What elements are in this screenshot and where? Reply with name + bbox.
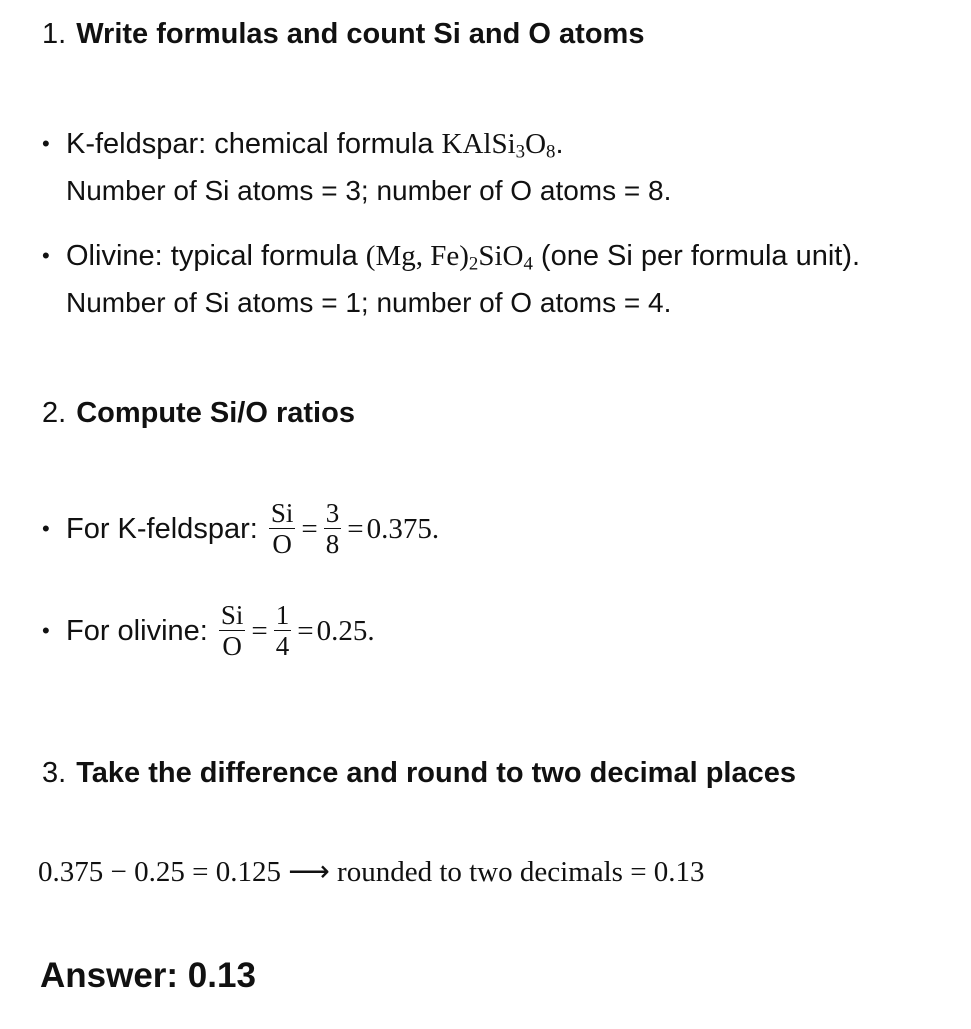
olivine-label: Olivine: typical formula — [66, 240, 366, 272]
fraction-numerator: Si — [270, 498, 294, 528]
equals-sign: = — [347, 513, 364, 546]
final-answer: Answer: 0.13 — [40, 956, 256, 995]
olivine-atom-count: Number of Si atoms = 1; number of O atoms = 4. — [66, 287, 672, 318]
step-title: Compute Si/O ratios — [76, 397, 355, 429]
si-over-o-fraction — [219, 600, 246, 661]
kfeldspar-formula-item — [42, 128, 564, 161]
ratio-label: For olivine: — [66, 615, 216, 648]
bullet-icon: • — [42, 618, 50, 644]
kfeldspar-label: K-feldspar: chemical formula — [66, 128, 442, 160]
formula-subscript: 2 — [468, 253, 479, 275]
olivine-formula — [365, 240, 533, 275]
formula-subscript: 3 — [515, 141, 526, 163]
fraction-denominator: 4 — [275, 631, 290, 661]
ratio-result: 0.25. — [316, 615, 375, 648]
step-3-heading — [42, 757, 796, 790]
kfeldspar-suffix: . — [555, 128, 564, 160]
formula-part: O — [525, 128, 547, 160]
fraction-denominator: O — [222, 631, 242, 661]
step-title: Write formulas and count Si and O atoms — [76, 18, 645, 50]
kfeldspar-formula — [441, 128, 556, 163]
formula-part: KAlSi — [441, 128, 516, 160]
olivine-suffix: (one Si per formula unit). — [532, 240, 861, 272]
kfeldspar-atom-count: Number of Si atoms = 3; number of O atoms = 8. — [66, 175, 672, 206]
equals-sign: = — [301, 513, 318, 546]
numeric-fraction — [274, 600, 292, 661]
step-number: 2. — [42, 397, 67, 429]
formula-part: (Mg, Fe) — [365, 240, 469, 272]
olivine-ratio-item — [42, 602, 375, 663]
olivine-formula-item — [42, 240, 860, 273]
numeric-fraction — [324, 498, 342, 559]
step-number: 1. — [42, 18, 67, 50]
ratio-result: 0.375. — [366, 513, 440, 546]
formula-part: SiO — [478, 240, 524, 272]
kfeldspar-ratio-item — [42, 500, 439, 561]
fraction-numerator: 3 — [325, 498, 340, 528]
bullet-icon: • — [42, 243, 50, 268]
step-number: 3. — [42, 757, 67, 789]
bullet-icon: • — [42, 516, 50, 542]
fraction-numerator: Si — [220, 600, 244, 630]
fraction-denominator: O — [272, 529, 292, 559]
si-over-o-fraction — [269, 498, 296, 559]
equals-sign: = — [251, 615, 268, 648]
step-title: Take the difference and round to two decimal places — [76, 757, 796, 789]
ratio-label: For K-feldspar: — [66, 513, 266, 546]
step-1-heading — [42, 18, 644, 51]
fraction-denominator: 8 — [325, 529, 340, 559]
fraction-numerator: 1 — [275, 600, 290, 630]
formula-subscript: 4 — [523, 253, 533, 275]
difference-equation: 0.375 − 0.25 = 0.125 ⟶ rounded to two decimals = 0.13 — [38, 856, 705, 888]
formula-subscript: 8 — [546, 141, 556, 163]
bullet-icon: • — [42, 131, 50, 156]
equals-sign: = — [297, 615, 314, 648]
step-2-heading — [42, 397, 355, 430]
